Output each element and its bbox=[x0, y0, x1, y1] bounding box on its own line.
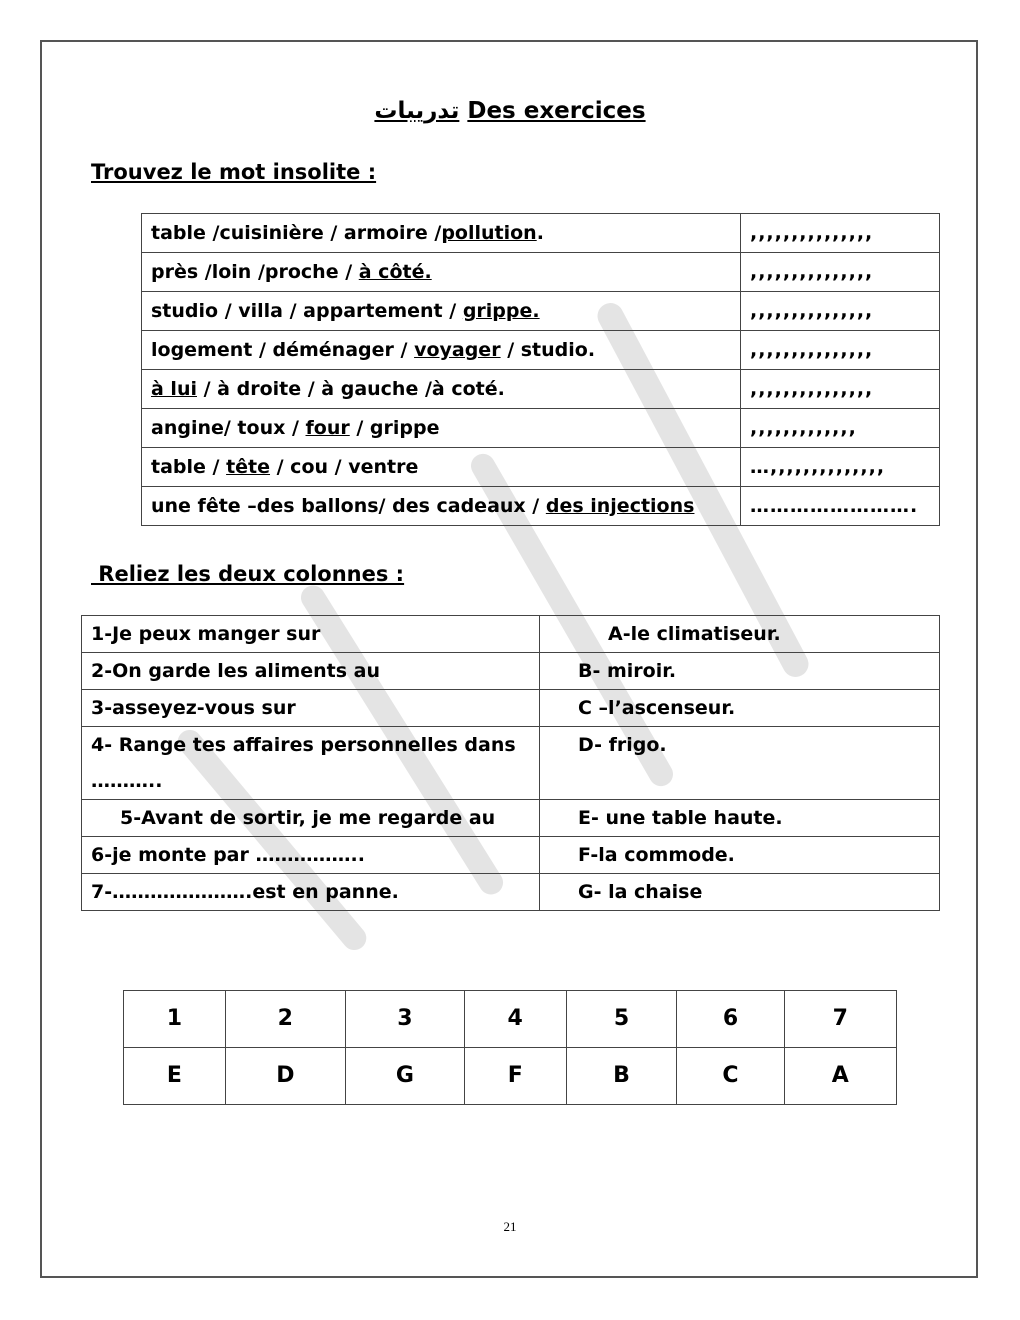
underlined-word: pollution bbox=[441, 222, 537, 244]
matching-table bbox=[81, 615, 940, 911]
word-list-cell bbox=[142, 331, 741, 370]
answer-grid-cell: 1 bbox=[124, 991, 226, 1048]
matching-right-cell: C –l’ascenseur. bbox=[540, 690, 940, 727]
answer-grid-cell: E bbox=[124, 1048, 226, 1105]
answer-grid-cell: 5 bbox=[566, 991, 677, 1048]
matching-left-cell: 3-asseyez-vous sur bbox=[82, 690, 540, 727]
word-text: table /cuisinière / armoire / bbox=[151, 222, 442, 244]
matching-right-cell: A-le climatiseur. bbox=[540, 616, 940, 653]
answer-blank: ,,,,,,,,,,,,,,, bbox=[741, 292, 940, 331]
answer-grid bbox=[123, 990, 897, 1105]
odd-word-row bbox=[142, 253, 940, 292]
word-list-cell bbox=[142, 487, 741, 526]
answer-grid-cell: D bbox=[225, 1048, 345, 1105]
answer-blank: ……………………. bbox=[741, 487, 940, 526]
word-list-cell bbox=[142, 409, 741, 448]
answer-blank: ,,,,,,,,,,,,, bbox=[741, 409, 940, 448]
answer-blank: ,,,,,,,,,,,,,,, bbox=[741, 331, 940, 370]
underlined-word: à lui bbox=[151, 378, 197, 400]
odd-word-row bbox=[142, 487, 940, 526]
answer-grid-cell: F bbox=[464, 1048, 566, 1105]
matching-left-cell: 2-On garde les aliments au bbox=[82, 653, 540, 690]
title-french: Des exercices bbox=[467, 98, 646, 124]
answer-blank: ,,,,,,,,,,,,,,, bbox=[741, 253, 940, 292]
matching-left-cell: 1-Je peux manger sur bbox=[82, 616, 540, 653]
odd-word-row bbox=[142, 370, 940, 409]
underlined-word: des injections bbox=[545, 495, 695, 517]
word-text: angine/ toux / bbox=[151, 417, 306, 439]
matching-row bbox=[82, 800, 940, 837]
section2-heading: Reliez les deux colonnes : bbox=[91, 562, 405, 586]
word-text: / studio. bbox=[500, 339, 596, 361]
underlined-word: à côté. bbox=[358, 261, 432, 283]
answer-grid-cell: 7 bbox=[784, 991, 897, 1048]
word-text: . bbox=[536, 222, 544, 244]
word-text: table / bbox=[151, 456, 227, 478]
answer-blank: ,,,,,,,,,,,,,,, bbox=[741, 214, 940, 253]
odd-word-row bbox=[142, 409, 940, 448]
answer-blank: ,,,,,,,,,,,,,,, bbox=[741, 370, 940, 409]
answer-grid-cell: C bbox=[677, 1048, 784, 1105]
odd-word-row bbox=[142, 214, 940, 253]
underlined-word: grippe. bbox=[462, 300, 540, 322]
word-text: une fête –des ballons/ des cadeaux / bbox=[151, 495, 546, 517]
word-list-cell bbox=[142, 370, 741, 409]
underlined-word: four bbox=[305, 417, 350, 439]
page-title bbox=[0, 98, 1020, 124]
odd-word-row bbox=[142, 331, 940, 370]
matching-right-cell: E- une table haute. bbox=[540, 800, 940, 837]
word-list-cell bbox=[142, 253, 741, 292]
matching-right-cell: F-la commode. bbox=[540, 837, 940, 874]
matching-row bbox=[82, 653, 940, 690]
answer-grid-cell: 3 bbox=[345, 991, 464, 1048]
matching-left-cell: 4- Range tes affaires personnelles dans ……….. bbox=[82, 727, 540, 800]
matching-row bbox=[82, 874, 940, 911]
odd-word-table bbox=[141, 213, 940, 526]
word-list-cell bbox=[142, 448, 741, 487]
answer-blank: …,,,,,,,,,,,,,, bbox=[741, 448, 940, 487]
word-text: / cou / ventre bbox=[270, 456, 419, 478]
matching-right-cell: D- frigo. bbox=[540, 727, 940, 800]
matching-right-cell: B- miroir. bbox=[540, 653, 940, 690]
answer-grid-row bbox=[124, 991, 897, 1048]
matching-left-cell: 6-je monte par …………….. bbox=[82, 837, 540, 874]
matching-row bbox=[82, 727, 940, 800]
matching-row bbox=[82, 690, 940, 727]
word-text: / grippe bbox=[349, 417, 440, 439]
title-arabic: تدريبات bbox=[374, 98, 460, 124]
matching-left-cell: 7-………………….est en panne. bbox=[82, 874, 540, 911]
matching-row bbox=[82, 616, 940, 653]
section1-heading: Trouvez le mot insolite : bbox=[91, 160, 377, 184]
matching-row bbox=[82, 837, 940, 874]
underlined-word: voyager bbox=[414, 339, 501, 361]
word-text: / à droite / à gauche /à coté. bbox=[197, 378, 505, 400]
matching-left-cell: 5-Avant de sortir, je me regarde au bbox=[82, 800, 540, 837]
word-text: studio / villa / appartement / bbox=[151, 300, 463, 322]
word-text: logement / déménager / bbox=[151, 339, 415, 361]
answer-grid-cell: B bbox=[566, 1048, 677, 1105]
underlined-word: tête bbox=[226, 456, 271, 478]
page-number: 21 bbox=[503, 1219, 517, 1234]
word-list-cell bbox=[142, 292, 741, 331]
word-text: près /loin /proche / bbox=[151, 261, 359, 283]
answer-grid-row bbox=[124, 1048, 897, 1105]
answer-grid-cell: 2 bbox=[225, 991, 345, 1048]
answer-grid-cell: 6 bbox=[677, 991, 784, 1048]
answer-grid-cell: G bbox=[345, 1048, 464, 1105]
odd-word-row bbox=[142, 448, 940, 487]
answer-grid-cell: 4 bbox=[464, 991, 566, 1048]
matching-right-cell: G- la chaise bbox=[540, 874, 940, 911]
word-list-cell bbox=[142, 214, 741, 253]
answer-grid-cell: A bbox=[784, 1048, 897, 1105]
odd-word-row bbox=[142, 292, 940, 331]
